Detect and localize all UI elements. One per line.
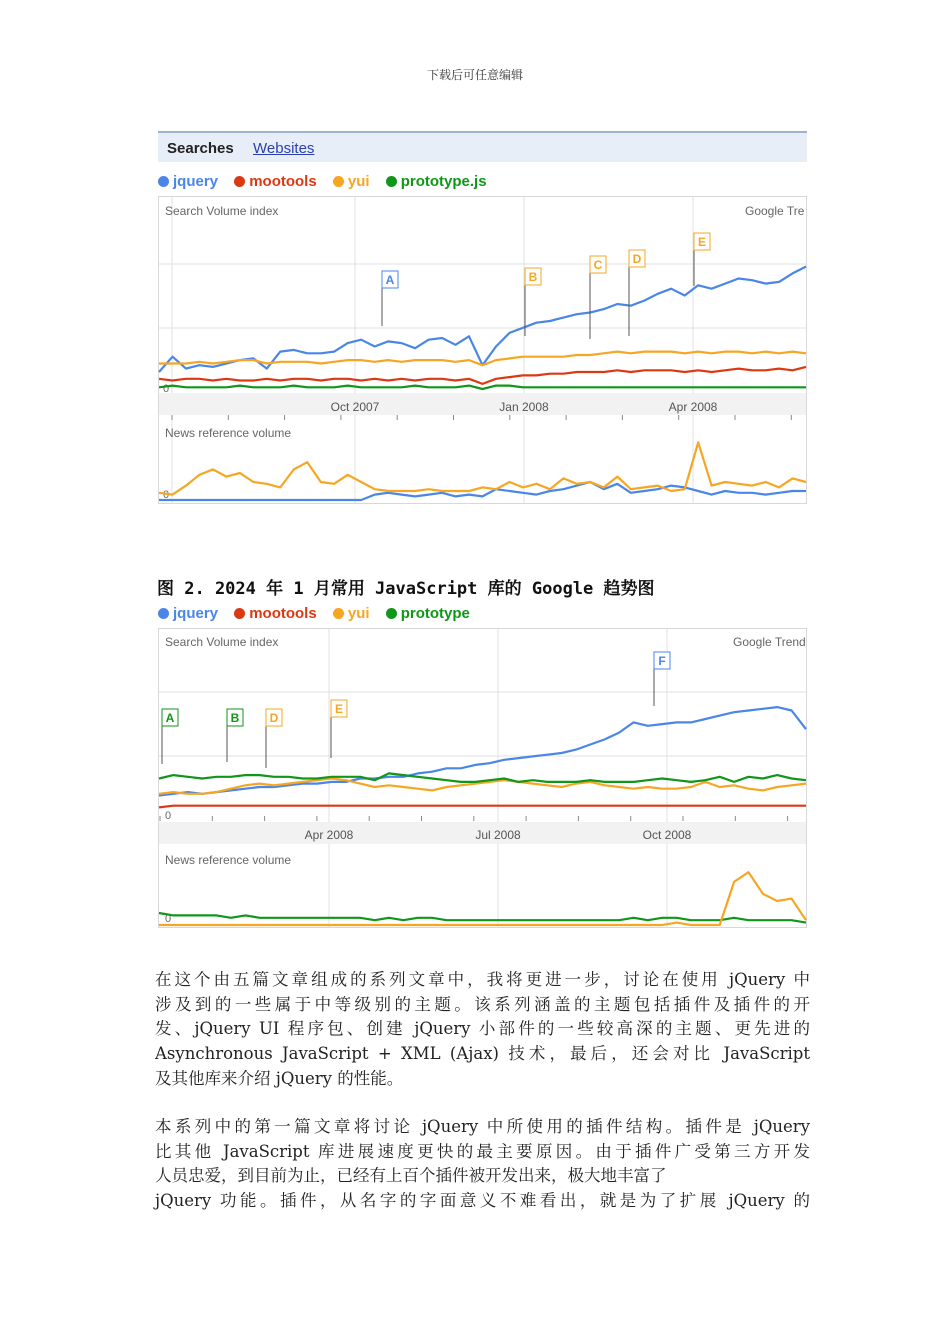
chart2-frame (159, 629, 807, 928)
text-line: 本系列中的第一篇文章将讨论 jQuery 中所使用的插件结构。插件是 jQuery (155, 1117, 810, 1136)
chart2-xlabel: Apr 2008 (304, 828, 354, 842)
marker-f[interactable]: F (658, 654, 666, 668)
legend-dot-icon (234, 608, 245, 619)
legend-dot-icon (333, 176, 344, 187)
chart2-xlabel: Jul 2008 (475, 828, 521, 842)
text-line: jQuery 功能。插件，从名字的字面意义不难看出，就是为了扩展 jQuery 的 (155, 1191, 810, 1211)
chart1-xlabel: Oct 2007 (330, 400, 380, 414)
legend-label: jquery (173, 173, 219, 190)
chart2-legend (158, 605, 482, 625)
figure-caption: 图 2. 2024 年 1 月常用 JavaScript 库的 Google 趋势图 (157, 579, 655, 599)
legend-dot-icon (158, 176, 169, 187)
tab-websites[interactable]: Websites (253, 140, 315, 157)
text-line: 比其他 JavaScript 库进展速度更快的最主要原因。由于插件广受第三方开发 (155, 1141, 810, 1161)
legend-dot-icon (333, 608, 344, 619)
legend-item-jquery (158, 173, 218, 190)
chart1-zero-label: 0 (163, 383, 170, 395)
legend-item-jquery (158, 605, 218, 622)
chart2-zero-label: 0 (165, 810, 172, 822)
marker-b[interactable]: B (528, 270, 538, 284)
legend-label: mootools (249, 605, 317, 622)
legend-label: yui (347, 173, 370, 190)
text-line: 及其他库来介绍 jQuery 的性能。 (155, 1068, 404, 1088)
chart1-xlabel: Apr 2008 (668, 400, 718, 414)
text-line: 人员忠爱，到目前为止，已经有上百个插件被开发出来，极大地丰富了 (155, 1166, 667, 1186)
marker-d[interactable]: D (269, 711, 279, 725)
marker-d[interactable]: D (632, 252, 642, 266)
chart2-news-zero: 0 (165, 913, 172, 925)
chart2-trend-graph (158, 628, 807, 928)
text-line: 涉及到的一些属于中等级别的主题。该系列涵盖的主题包括插件及插件的开 (155, 994, 810, 1014)
legend-dot-icon (386, 176, 397, 187)
chart1-news-label: News reference volume (165, 426, 292, 440)
chart2-xlabel: Oct 2008 (642, 828, 692, 842)
legend-label: prototype.js (400, 173, 487, 190)
legend-label: yui (347, 605, 370, 622)
marker-a[interactable]: A (165, 711, 175, 725)
text-line: 发、jQuery UI 程序包、创建 jQuery 小部件的一些较高深的主题、更先进的 (155, 1019, 810, 1039)
chart1-news-zero: 0 (163, 489, 170, 501)
legend-item-yui (333, 605, 370, 622)
chart1-search-label: Search Volume index (165, 204, 279, 218)
paragraph-1 (155, 968, 810, 1092)
legend-item-mootools (234, 605, 317, 622)
text-line: Asynchronous JavaScript + XML (Ajax) 技术，最后，还会对比 JavaScript (155, 1044, 810, 1064)
marker-e[interactable]: E (334, 702, 344, 716)
marker-c[interactable]: C (593, 258, 603, 272)
marker-b[interactable]: B (230, 711, 240, 725)
legend-dot-icon (234, 176, 245, 187)
chart1-xlabel: Jan 2008 (499, 400, 549, 414)
tab-searches[interactable]: Searches (167, 140, 234, 157)
chart2-news-label: News reference volume (165, 853, 292, 867)
marker-e[interactable]: E (697, 235, 707, 249)
legend-item-yui (333, 173, 370, 190)
chart1-google-label: Google Tre (745, 204, 805, 218)
legend-dot-icon (158, 608, 169, 619)
paragraph-2 (155, 1115, 810, 1214)
trends-tab-bar (158, 131, 807, 162)
legend-label: jquery (173, 605, 219, 622)
chart2-search-label: Search Volume index (165, 635, 279, 649)
legend-label: prototype (400, 605, 470, 622)
legend-item-prototype (386, 173, 487, 190)
legend-label: mootools (249, 173, 317, 190)
chart1-legend (158, 173, 499, 193)
chart1-trend-graph (158, 196, 807, 504)
text-line: 在这个由五篇文章组成的系列文章中，我将更进一步，讨论在使用 jQuery 中 (155, 970, 810, 989)
page-header: 下载后可任意编辑 (426, 68, 523, 82)
legend-item-mootools (234, 173, 317, 190)
marker-a[interactable]: A (385, 273, 395, 287)
chart2-google-label: Google Trend (733, 635, 806, 649)
legend-item-prototype (386, 605, 470, 622)
legend-dot-icon (386, 608, 397, 619)
